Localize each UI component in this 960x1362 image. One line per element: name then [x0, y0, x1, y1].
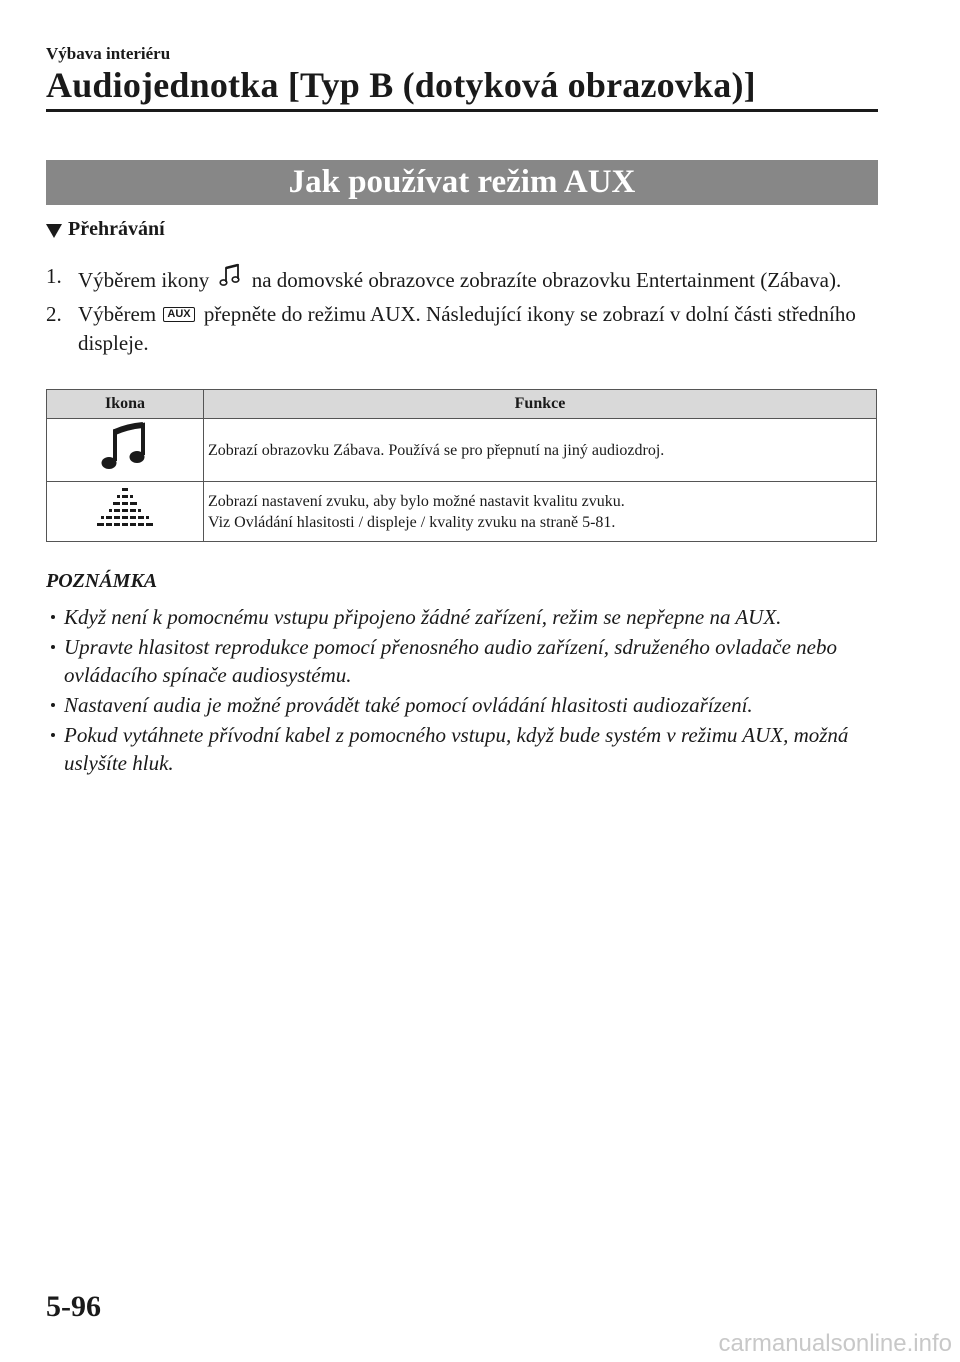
subsection-heading — [46, 218, 165, 241]
section-banner: Jak používat režim AUX — [46, 160, 878, 205]
watermark: carmanualsonline.info — [718, 1330, 952, 1357]
table-cell-function — [204, 419, 877, 482]
function-text: Zobrazí nastavení zvuku, aby bylo možné nastavit kvalitu zvuku. — [208, 492, 625, 510]
bullet-icon — [51, 703, 55, 707]
table-cell-icon — [47, 419, 204, 482]
subsection-title: Přehrávání — [68, 218, 165, 240]
note-list — [46, 603, 876, 779]
note-text: Pokud vytáhnete přívodní kabel z pomocného vstupu, když bude systém v režimu AUX, možná uslyšíte hluk. — [64, 723, 849, 775]
step-2 — [46, 300, 876, 358]
music-note-icon — [217, 262, 243, 298]
table-row — [47, 419, 877, 482]
note-item — [46, 721, 876, 777]
note-item — [46, 633, 876, 689]
bullet-icon — [51, 645, 55, 649]
header-rule — [46, 109, 878, 112]
note-text: Upravte hlasitost reprodukce pomocí přenosného audio zařízení, sdruženého ovladače nebo ovládacího spínače audiosystému. — [64, 635, 837, 687]
aux-icon: AUX — [163, 307, 194, 322]
bullet-icon — [51, 733, 55, 737]
step-number: 1. — [46, 264, 62, 288]
music-note-icon — [97, 462, 153, 479]
table-row — [47, 482, 877, 542]
column-header-function: Funkce — [204, 390, 877, 419]
function-text: Zobrazí obrazovku Zábava. Používá se pro přepnutí na jiný audiozdroj. — [208, 441, 665, 459]
step-1 — [46, 262, 876, 298]
table-header-row — [47, 390, 877, 419]
triangle-bullet-icon — [46, 224, 62, 238]
table-cell-icon — [47, 482, 204, 542]
column-header-icon: Ikona — [47, 390, 204, 419]
page-number: 5-96 — [46, 1290, 101, 1323]
table-cell-function — [204, 482, 877, 542]
icon-function-table — [46, 389, 877, 542]
bullet-icon — [51, 615, 55, 619]
function-text: Viz Ovládání hlasitosti / displeje / kvality zvuku na straně 5-81. — [208, 513, 616, 531]
step-text-after: přepněte do režimu AUX. Následující ikony se zobrazí v dolní části středního displeje. — [78, 302, 856, 355]
step-text-before: Výběrem ikony — [78, 268, 210, 292]
note-text: Když není k pomocnému vstupu připojeno žádné zařízení, režim se nepřepne na AUX. — [64, 605, 782, 629]
note-item — [46, 691, 876, 719]
note-text: Nastavení audia je možné provádět také pomocí ovládání hlasitosti audiozařízení. — [64, 693, 753, 717]
step-text-before: Výběrem — [78, 302, 157, 326]
note-title: POZNÁMKA — [46, 570, 158, 592]
step-number: 2. — [46, 302, 62, 326]
note-item — [46, 603, 876, 631]
step-list — [46, 262, 876, 360]
step-text-after: na domovské obrazovce zobrazíte obrazovku Entertainment (Zábava). — [251, 268, 842, 292]
equalizer-icon — [95, 519, 155, 536]
chapter-title: Audiojednotka [Typ B (dotyková obrazovka)] — [46, 65, 756, 105]
section-label: Výbava interiéru — [46, 44, 171, 63]
